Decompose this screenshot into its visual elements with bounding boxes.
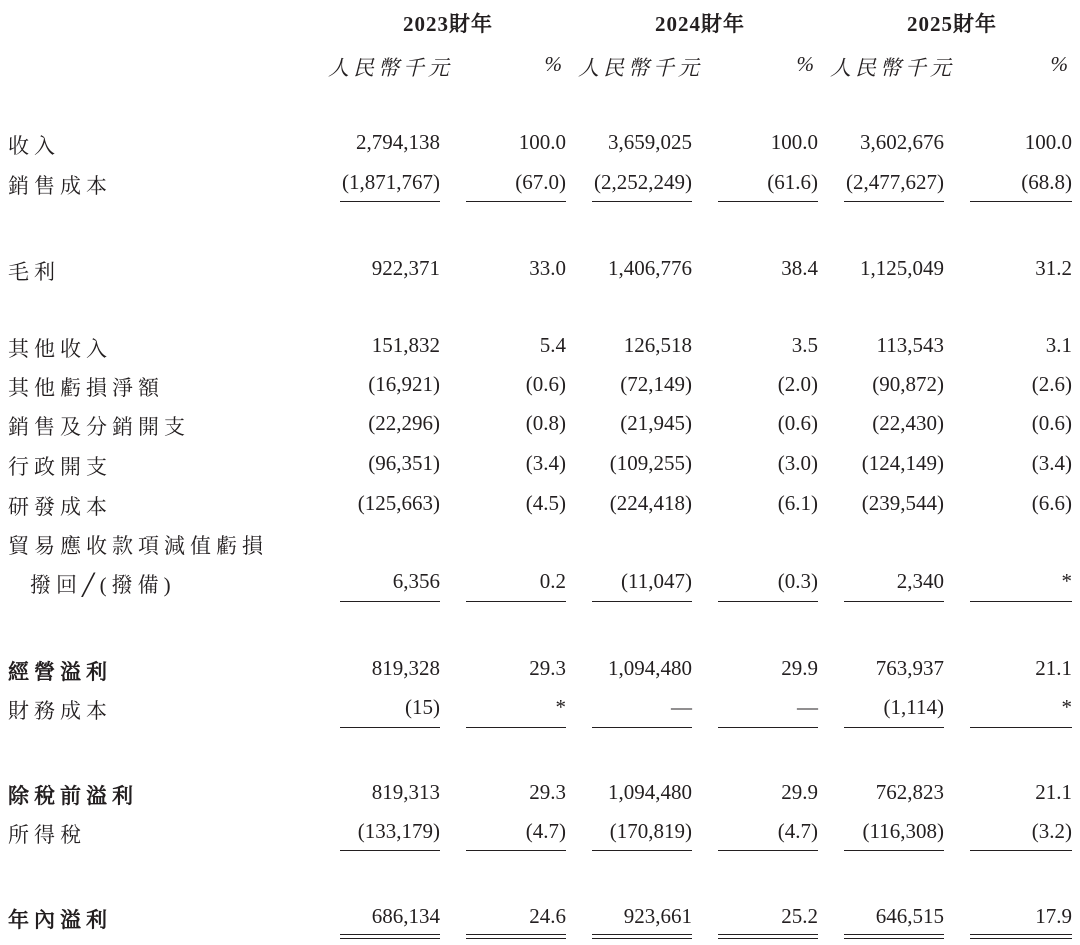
cell-admin-2024-amount: (109,255) [609,451,692,475]
cell-other-losses-2023-percent: (0.6) [525,372,566,396]
cell-gross-profit-2025-amount: 1,125,049 [860,256,944,280]
unit-header-2025-percent: % [1050,52,1072,76]
cell-impairment-2025-percent: * [1061,569,1072,593]
cell-pbt-2024-percent: 29.9 [781,780,818,804]
cell-other-losses-2025-amount: (90,872) [872,372,944,396]
cell-tax-2025-percent: (3.2) [1031,819,1072,843]
cell-pbt-2023-amount: 819,313 [371,780,440,804]
cell-impairment-2024-amount: (11,047) [621,569,692,593]
subtotal-rule [340,201,440,202]
subtotal-rule [592,601,692,602]
cell-pbt-2025-amount: 762,823 [875,780,944,804]
cell-revenue-2025-percent: 100.0 [1024,130,1072,154]
cell-operating-profit-2024-percent: 29.9 [781,656,818,680]
cell-impairment-2023-amount: 6,356 [392,569,440,593]
total-double-rule [970,934,1072,939]
cell-impairment-2025-amount: 2,340 [896,569,944,593]
total-double-rule [466,934,566,939]
total-double-rule [592,934,692,939]
row-label-gross-profit: 毛利 [8,260,60,284]
cell-other-income-2023-amount: 151,832 [371,333,440,357]
cell-tax-2023-percent: (4.7) [525,819,566,843]
row-label-profit-before-tax: 除稅前溢利 [8,784,138,808]
cell-rnd-2024-amount: (224,418) [609,491,692,515]
subtotal-rule [844,201,944,202]
cell-operating-profit-2025-percent: 21.1 [1035,656,1072,680]
cell-other-losses-2023-amount: (16,921) [368,372,440,396]
cell-finance-2025-amount: (1,114) [883,695,944,719]
cell-other-income-2025-percent: 3.1 [1045,333,1072,357]
subtotal-rule [340,727,440,728]
total-double-rule [340,934,440,939]
cell-gross-profit-2024-percent: 38.4 [781,256,818,280]
cell-admin-2023-amount: (96,351) [368,451,440,475]
cell-revenue-2024-amount: 3,659,025 [608,130,692,154]
cell-admin-2023-percent: (3.4) [525,451,566,475]
row-label-impairment-line1: 貿易應收款項減值虧損 [8,534,268,558]
cell-profit-year-2025-amount: 646,515 [875,904,944,928]
subtotal-rule [592,850,692,851]
subtotal-rule [718,201,818,202]
cell-other-income-2025-amount: 113,543 [876,333,944,357]
cell-admin-2024-percent: (3.0) [777,451,818,475]
subtotal-rule [340,601,440,602]
cell-other-losses-2025-percent: (2.6) [1031,372,1072,396]
subtotal-rule [592,201,692,202]
cell-other-income-2024-percent: 3.5 [791,333,818,357]
cell-rnd-2023-percent: (4.5) [525,491,566,515]
cell-profit-year-2024-amount: 923,661 [623,904,692,928]
subtotal-rule [466,850,566,851]
row-label-administrative: 行政開支 [8,455,112,479]
cell-other-losses-2024-percent: (2.0) [777,372,818,396]
cell-tax-2024-amount: (170,819) [609,819,692,843]
row-label-operating-profit: 經營溢利 [8,660,112,684]
cell-revenue-2025-amount: 3,602,676 [860,130,944,154]
cell-selling-2023-percent: (0.8) [525,411,566,435]
year-header-2025: 2025財年 [907,12,997,36]
cell-profit-year-2024-percent: 25.2 [781,904,818,928]
cell-selling-2023-amount: (22,296) [368,411,440,435]
cell-finance-2024-amount: — [671,695,692,719]
cell-tax-2023-amount: (133,179) [357,819,440,843]
subtotal-rule [844,727,944,728]
row-label-revenue: 收入 [8,134,60,158]
row-label-impairment-line2: 撥回╱(撥備) [30,573,176,597]
subtotal-rule [970,201,1072,202]
cell-finance-2023-amount: (15) [405,695,440,719]
cell-finance-2025-percent: * [1061,695,1072,719]
row-label-selling-distribution: 銷售及分銷開支 [8,415,190,439]
cell-tax-2025-amount: (116,308) [862,819,944,843]
subtotal-rule [466,727,566,728]
total-double-rule [718,934,818,939]
cell-rnd-2025-percent: (6.6) [1031,491,1072,515]
year-header-2024: 2024財年 [655,12,745,36]
cell-pbt-2025-percent: 21.1 [1035,780,1072,804]
cell-gross-profit-2023-percent: 33.0 [529,256,566,280]
row-label-other-income: 其他收入 [8,337,112,361]
row-label-rnd-costs: 研發成本 [8,495,112,519]
cell-other-income-2024-amount: 126,518 [623,333,692,357]
cell-tax-2024-percent: (4.7) [777,819,818,843]
row-label-other-losses-net: 其他虧損淨額 [8,376,164,400]
subtotal-rule [970,727,1072,728]
subtotal-rule [466,201,566,202]
subtotal-rule [970,850,1072,851]
cell-other-income-2023-percent: 5.4 [539,333,566,357]
unit-header-2023-amount: 人民幣千元 [328,56,453,80]
cell-cost-of-sales-2023-percent: (67.0) [515,170,566,194]
cell-admin-2025-amount: (124,149) [861,451,944,475]
cell-pbt-2024-amount: 1,094,480 [608,780,692,804]
cell-operating-profit-2023-amount: 819,328 [371,656,440,680]
cell-impairment-2024-percent: (0.3) [777,569,818,593]
cell-impairment-2023-percent: 0.2 [539,569,566,593]
cell-rnd-2024-percent: (6.1) [777,491,818,515]
subtotal-rule [340,850,440,851]
cell-selling-2025-amount: (22,430) [872,411,944,435]
row-label-income-tax: 所得稅 [8,823,86,847]
unit-header-2024-amount: 人民幣千元 [578,56,703,80]
cell-admin-2025-percent: (3.4) [1031,451,1072,475]
cell-operating-profit-2024-amount: 1,094,480 [608,656,692,680]
cell-selling-2024-amount: (21,945) [620,411,692,435]
unit-header-2023-percent: % [544,52,566,76]
cell-operating-profit-2023-percent: 29.3 [529,656,566,680]
cell-gross-profit-2024-amount: 1,406,776 [608,256,692,280]
cell-cost-of-sales-2023-amount: (1,871,767) [342,170,440,194]
cell-finance-2023-percent: * [555,695,566,719]
subtotal-rule [592,727,692,728]
year-header-2023: 2023財年 [403,12,493,36]
cell-revenue-2023-percent: 100.0 [518,130,566,154]
subtotal-rule [718,850,818,851]
row-label-profit-for-year: 年內溢利 [8,908,112,932]
cell-revenue-2024-percent: 100.0 [770,130,818,154]
cell-cost-of-sales-2024-percent: (61.6) [767,170,818,194]
cell-cost-of-sales-2025-percent: (68.8) [1021,170,1072,194]
total-double-rule [844,934,944,939]
row-label-cost-of-sales: 銷售成本 [8,174,112,198]
cell-finance-2024-percent: — [797,695,818,719]
cell-profit-year-2023-amount: 686,134 [371,904,440,928]
subtotal-rule [844,850,944,851]
subtotal-rule [970,601,1072,602]
cell-gross-profit-2023-amount: 922,371 [371,256,440,280]
cell-operating-profit-2025-amount: 763,937 [875,656,944,680]
row-label-finance-costs: 財務成本 [8,699,112,723]
subtotal-rule [844,601,944,602]
cell-profit-year-2023-percent: 24.6 [529,904,566,928]
cell-rnd-2025-amount: (239,544) [861,491,944,515]
cell-other-losses-2024-amount: (72,149) [620,372,692,396]
cell-profit-year-2025-percent: 17.9 [1035,904,1072,928]
subtotal-rule [718,727,818,728]
unit-header-2025-amount: 人民幣千元 [830,56,955,80]
cell-revenue-2023-amount: 2,794,138 [356,130,440,154]
subtotal-rule [718,601,818,602]
subtotal-rule [466,601,566,602]
cell-rnd-2023-amount: (125,663) [357,491,440,515]
cell-pbt-2023-percent: 29.3 [529,780,566,804]
cell-selling-2024-percent: (0.6) [777,411,818,435]
cell-cost-of-sales-2025-amount: (2,477,627) [846,170,944,194]
cell-selling-2025-percent: (0.6) [1031,411,1072,435]
unit-header-2024-percent: % [796,52,818,76]
cell-cost-of-sales-2024-amount: (2,252,249) [594,170,692,194]
cell-gross-profit-2025-percent: 31.2 [1035,256,1072,280]
